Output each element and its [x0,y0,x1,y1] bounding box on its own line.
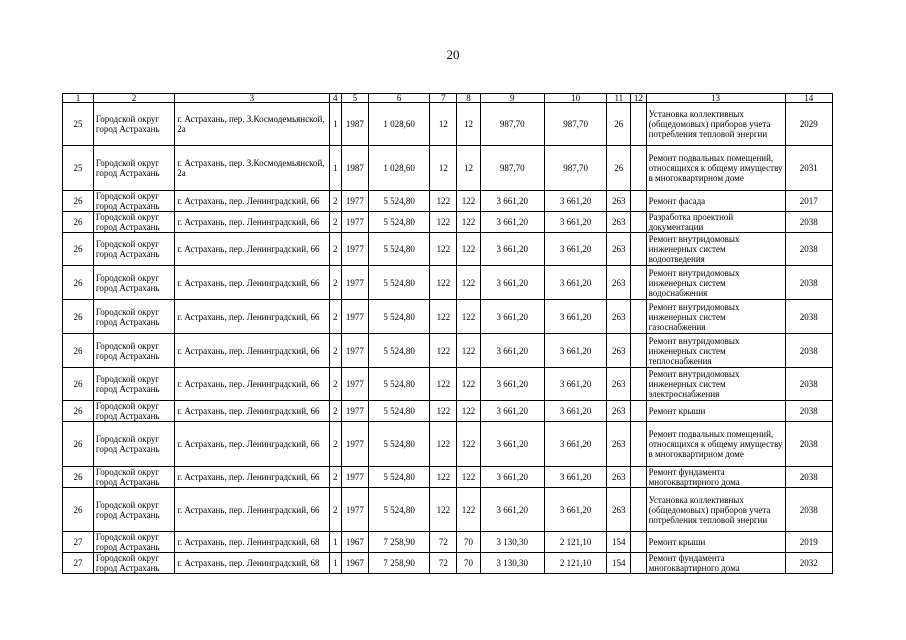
row-index: 25 [63,103,94,146]
private-area: 3 661,20 [544,266,607,300]
year-built: 1967 [341,553,368,574]
apartments: 122 [430,401,457,422]
row-index: 25 [63,146,94,191]
municipality: Городской округ город Астрахань [93,553,174,574]
empty-cell [631,553,646,574]
column-number-7: 7 [430,94,457,103]
year-built: 1977 [341,488,368,532]
total-area: 5 524,80 [368,488,430,532]
living-area: 987,70 [480,146,544,191]
row-index: 26 [63,191,94,212]
floors: 2 [329,212,341,233]
year-built: 1977 [341,368,368,401]
table-row [63,103,833,146]
private-area: 3 661,20 [544,488,607,532]
residential-apartments: 70 [457,553,481,574]
residential-apartments: 12 [457,146,481,191]
floors: 2 [329,467,341,488]
total-area: 5 524,80 [368,422,430,467]
empty-cell [631,233,646,266]
header-row [63,94,833,103]
living-area: 3 661,20 [480,266,544,300]
column-number-9: 9 [480,94,544,103]
address: г. Астрахань, пер. З.Космодемьянской, 2а [175,146,329,191]
apartments: 12 [430,146,457,191]
apartments: 122 [430,422,457,467]
empty-cell [631,488,646,532]
planned-year: 2038 [785,233,832,266]
residents: 263 [607,401,631,422]
living-area: 3 661,20 [480,368,544,401]
column-number-13: 13 [646,94,785,103]
private-area: 2 121,10 [544,532,607,553]
empty-cell [631,368,646,401]
empty-cell [631,300,646,334]
row-index: 27 [63,532,94,553]
work-type: Ремонт фундамента многоквартирного дома [646,553,785,574]
floors: 2 [329,401,341,422]
work-type: Ремонт фасада [646,191,785,212]
year-built: 1977 [341,212,368,233]
table-row [63,191,833,212]
living-area: 3 130,30 [480,553,544,574]
floors: 2 [329,488,341,532]
apartments: 122 [430,488,457,532]
floors: 2 [329,422,341,467]
table-row [63,488,833,532]
year-built: 1987 [341,103,368,146]
planned-year: 2038 [785,488,832,532]
floors: 2 [329,233,341,266]
total-area: 5 524,80 [368,467,430,488]
table-row [63,467,833,488]
planned-year: 2019 [785,532,832,553]
residents: 263 [607,422,631,467]
municipality: Городской округ город Астрахань [93,532,174,553]
empty-cell [631,467,646,488]
living-area: 3 661,20 [480,334,544,368]
municipality: Городской округ город Астрахань [93,300,174,334]
private-area: 3 661,20 [544,467,607,488]
table-row [63,368,833,401]
living-area: 3 661,20 [480,401,544,422]
column-number-12: 12 [631,94,646,103]
residential-apartments: 122 [457,467,481,488]
municipality: Городской округ город Астрахань [93,266,174,300]
residents: 263 [607,300,631,334]
residents: 263 [607,212,631,233]
year-built: 1977 [341,422,368,467]
column-number-8: 8 [457,94,481,103]
address: г. Астрахань, пер. Ленинградский, 68 [175,553,329,574]
apartments: 122 [430,368,457,401]
address: г. Астрахань, пер. Ленинградский, 66 [175,488,329,532]
private-area: 2 121,10 [544,553,607,574]
planned-year: 2031 [785,146,832,191]
residential-apartments: 122 [457,488,481,532]
empty-cell [631,191,646,212]
empty-cell [631,401,646,422]
work-type: Ремонт внутридомовых инженерных систем теплоснабжения [646,334,785,368]
private-area: 987,70 [544,146,607,191]
residents: 263 [607,266,631,300]
year-built: 1987 [341,146,368,191]
municipality: Городской округ город Астрахань [93,368,174,401]
floors: 2 [329,266,341,300]
residents: 263 [607,368,631,401]
table-row [63,334,833,368]
page-number: 20 [446,47,460,62]
private-area: 3 661,20 [544,401,607,422]
year-built: 1967 [341,532,368,553]
municipality: Городской округ город Астрахань [93,191,174,212]
total-area: 7 258,90 [368,532,430,553]
empty-cell [631,422,646,467]
address: г. Астрахань, пер. Ленинградский, 66 [175,368,329,401]
apartments: 122 [430,233,457,266]
private-area: 3 661,20 [544,334,607,368]
address: г. Астрахань, пер. Ленинградский, 66 [175,334,329,368]
work-type: Ремонт крыши [646,532,785,553]
private-area: 987,70 [544,103,607,146]
column-number-3: 3 [175,94,329,103]
table-body [63,103,833,574]
total-area: 5 524,80 [368,401,430,422]
table-row [63,553,833,574]
address: г. Астрахань, пер. З.Космодемьянской, 2а [175,103,329,146]
total-area: 5 524,80 [368,266,430,300]
living-area: 3 661,20 [480,300,544,334]
empty-cell [631,103,646,146]
floors: 2 [329,368,341,401]
municipality: Городской округ город Астрахань [93,401,174,422]
row-index: 26 [63,233,94,266]
total-area: 5 524,80 [368,300,430,334]
row-index: 26 [63,212,94,233]
column-number-5: 5 [341,94,368,103]
row-index: 26 [63,334,94,368]
empty-cell [631,334,646,368]
work-type: Ремонт внутридомовых инженерных систем водоснабжения [646,266,785,300]
table-row [63,401,833,422]
planned-year: 2038 [785,467,832,488]
address: г. Астрахань, пер. Ленинградский, 66 [175,300,329,334]
residents: 263 [607,191,631,212]
address: г. Астрахань, пер. Ленинградский, 66 [175,266,329,300]
municipality: Городской округ город Астрахань [93,467,174,488]
municipality: Городской округ город Астрахань [93,103,174,146]
column-number-6: 6 [368,94,430,103]
residential-apartments: 12 [457,103,481,146]
work-type: Ремонт внутридомовых инженерных систем электроснабжения [646,368,785,401]
residential-apartments: 122 [457,266,481,300]
total-area: 5 524,80 [368,334,430,368]
row-index: 26 [63,422,94,467]
total-area: 5 524,80 [368,233,430,266]
table-row [63,146,833,191]
total-area: 1 028,60 [368,146,430,191]
total-area: 5 524,80 [368,191,430,212]
apartments: 122 [430,467,457,488]
apartments: 122 [430,334,457,368]
year-built: 1977 [341,300,368,334]
year-built: 1977 [341,334,368,368]
residential-apartments: 122 [457,422,481,467]
column-number-10: 10 [544,94,607,103]
row-index: 26 [63,488,94,532]
floors: 2 [329,334,341,368]
floors: 1 [329,103,341,146]
apartments: 122 [430,212,457,233]
residential-apartments: 122 [457,334,481,368]
living-area: 3 661,20 [480,191,544,212]
column-number-11: 11 [607,94,631,103]
living-area: 987,70 [480,103,544,146]
living-area: 3 130,30 [480,532,544,553]
work-type: Ремонт внутридомовых инженерных систем газоснабжения [646,300,785,334]
apartments: 72 [430,532,457,553]
work-type: Установка коллективных (общедомовых) приборов учета потребления тепловой энергии [646,103,785,146]
address: г. Астрахань, пер. Ленинградский, 66 [175,422,329,467]
municipality: Городской округ город Астрахань [93,233,174,266]
year-built: 1977 [341,266,368,300]
address: г. Астрахань, пер. Ленинградский, 66 [175,467,329,488]
total-area: 7 258,90 [368,553,430,574]
empty-cell [631,146,646,191]
apartments: 12 [430,103,457,146]
living-area: 3 661,20 [480,467,544,488]
floors: 1 [329,146,341,191]
year-built: 1977 [341,401,368,422]
planned-year: 2038 [785,300,832,334]
planned-year: 2038 [785,368,832,401]
municipality: Городской округ город Астрахань [93,146,174,191]
private-area: 3 661,20 [544,368,607,401]
private-area: 3 661,20 [544,422,607,467]
work-type: Ремонт подвальных помещений, относящихся к общему имуществу в многоквартирном доме [646,422,785,467]
residential-apartments: 122 [457,212,481,233]
housing-repair-table [62,93,833,574]
total-area: 1 028,60 [368,103,430,146]
living-area: 3 661,20 [480,233,544,266]
table-row [63,212,833,233]
row-index: 26 [63,368,94,401]
municipality: Городской округ город Астрахань [93,212,174,233]
residents: 26 [607,103,631,146]
row-index: 26 [63,401,94,422]
planned-year: 2038 [785,401,832,422]
floors: 1 [329,553,341,574]
private-area: 3 661,20 [544,191,607,212]
private-area: 3 661,20 [544,300,607,334]
residents: 154 [607,532,631,553]
planned-year: 2038 [785,422,832,467]
total-area: 5 524,80 [368,212,430,233]
empty-cell [631,212,646,233]
private-area: 3 661,20 [544,212,607,233]
year-built: 1977 [341,233,368,266]
column-number-1: 1 [63,94,94,103]
residents: 154 [607,553,631,574]
address: г. Астрахань, пер. Ленинградский, 66 [175,212,329,233]
living-area: 3 661,20 [480,212,544,233]
private-area: 3 661,20 [544,233,607,266]
work-type: Ремонт внутридомовых инженерных систем водоотведения [646,233,785,266]
column-number-14: 14 [785,94,832,103]
residents: 263 [607,488,631,532]
municipality: Городской округ город Астрахань [93,488,174,532]
work-type: Установка коллективных (общедомовых) приборов учета потребления тепловой энергии [646,488,785,532]
work-type: Ремонт подвальных помещений, относящихся к общему имуществу в многоквартирном доме [646,146,785,191]
apartments: 72 [430,553,457,574]
living-area: 3 661,20 [480,422,544,467]
address: г. Астрахань, пер. Ленинградский, 66 [175,233,329,266]
total-area: 5 524,80 [368,368,430,401]
residents: 263 [607,334,631,368]
row-index: 26 [63,266,94,300]
table-row [63,266,833,300]
row-index: 26 [63,467,94,488]
planned-year: 2038 [785,334,832,368]
apartments: 122 [430,300,457,334]
planned-year: 2032 [785,553,832,574]
municipality: Городской округ город Астрахань [93,422,174,467]
work-type: Ремонт фундамента многоквартирного дома [646,467,785,488]
address: г. Астрахань, пер. Ленинградский, 66 [175,191,329,212]
row-index: 26 [63,300,94,334]
residential-apartments: 122 [457,300,481,334]
living-area: 3 661,20 [480,488,544,532]
column-number-2: 2 [93,94,174,103]
table-row [63,300,833,334]
year-built: 1977 [341,467,368,488]
address: г. Астрахань, пер. Ленинградский, 68 [175,532,329,553]
row-index: 27 [63,553,94,574]
table-row [63,422,833,467]
planned-year: 2038 [785,266,832,300]
table-row [63,532,833,553]
address: г. Астрахань, пер. Ленинградский, 66 [175,401,329,422]
planned-year: 2029 [785,103,832,146]
planned-year: 2017 [785,191,832,212]
residents: 263 [607,467,631,488]
residential-apartments: 122 [457,368,481,401]
empty-cell [631,532,646,553]
residential-apartments: 70 [457,532,481,553]
apartments: 122 [430,266,457,300]
floors: 1 [329,532,341,553]
column-number-4: 4 [329,94,341,103]
residential-apartments: 122 [457,191,481,212]
residential-apartments: 122 [457,233,481,266]
apartments: 122 [430,191,457,212]
residential-apartments: 122 [457,401,481,422]
residents: 263 [607,233,631,266]
work-type: Ремонт крыши [646,401,785,422]
municipality: Городской округ город Астрахань [93,334,174,368]
floors: 2 [329,300,341,334]
residents: 26 [607,146,631,191]
empty-cell [631,266,646,300]
table-row [63,233,833,266]
year-built: 1977 [341,191,368,212]
floors: 2 [329,191,341,212]
work-type: Разработка проектной документации [646,212,785,233]
planned-year: 2038 [785,212,832,233]
